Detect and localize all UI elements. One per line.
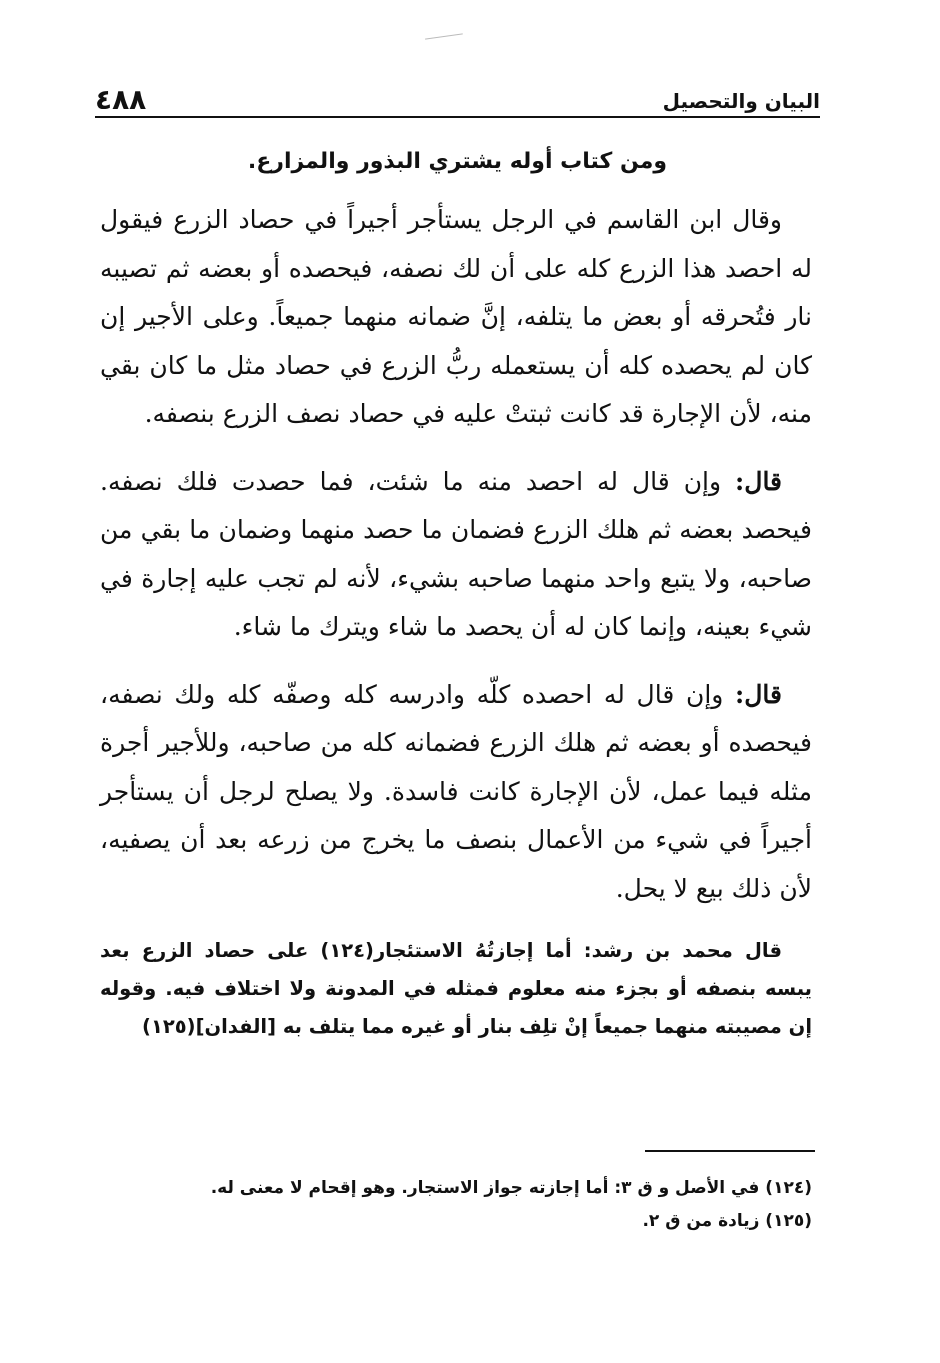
paragraph-lead: قال: — [735, 679, 782, 709]
paragraph-text: وقال ابن القاسم في الرجل يستأجر أجيراً في حصاد الزرع فيقول له احصد هذا الزرع كله على أن لك نصفه، فيحصده أو بعضه ثم تصيبه نار فتُحرقه أو بعض ما يتلفه، إنَّ ضمانه منهما جميعاً. وعلى الأجير إن كان لم يحصده كله أن يستعمله ربُّ الزرع في حصاد مثل ما كان بقي منه، لأن الإجارة قد كانت ثبتتْ عليه في حصاد نصف الزرع بنصفه. — [100, 205, 812, 428]
page-number: ٤٨٨ — [95, 83, 147, 116]
paragraph-lead: قال محمد بن رشد: — [583, 939, 782, 962]
footnote-divider — [645, 1150, 815, 1152]
paragraph-4 — [100, 932, 812, 1046]
footnote-124: (١٢٤) في الأصل و ق ٣: أما إجازته جواز الاستجار. وهو إقحام لا معنى له. — [210, 1178, 812, 1198]
footnote-125: (١٢٥) زيادة من ق ٢. — [642, 1211, 812, 1231]
paragraph-text: وإن قال له احصد منه ما شئت، فما حصدت فلك نصفه. فيحصد بعضه ثم هلك الزرع فضمان ما حصد منهما وضمان ما بقي من صاحبه، ولا يتبع واحد منهما صاحبه بشيء، لأنه لم تجب عليه إجارة في شيء بعينه، وإنما كان له أن يحصد ما شاء ويترك ما شاء. — [100, 466, 812, 641]
footnotes — [100, 1172, 812, 1238]
scan-artifact — [425, 33, 463, 40]
paragraph-text: أما إجازتُهُ الاستئجار(١٢٤) على حصاد الزرع بعد يبسه بنصفه أو بجزء منه معلوم فمثله في المدونة ولا اختلاف فيه. وقوله إن مصيبته منهما جميعاً إنْ تلِف بنار أو غيره مما يتلف به [الفدان](١٢٥) — [100, 939, 812, 1038]
page-header — [95, 80, 820, 118]
paragraph-3 — [100, 671, 812, 914]
main-text — [100, 196, 812, 1065]
paragraph-2 — [100, 458, 812, 652]
running-title: البيان والتحصيل — [662, 89, 820, 113]
paragraph-text: وإن قال له احصده كلّه وادرسه كله وصفّه كله ولك نصفه، فيحصده أو بعضه ثم هلك الزرع فضمانه كله من صاحبه، وللأجير أجرة مثله فيما عمل، لأن الإجارة كانت فاسدة. ولا يصلح لرجل أن يستأجر أجيراً في شيء من الأعمال بنصف ما يخرج من زرعه بعد أن يصفيه، لأن ذلك بيع لا يحل. — [100, 679, 812, 903]
chapter-title: ومن كتاب أوله يشتري البذور والمزارع. — [247, 149, 668, 174]
paragraph-1 — [100, 196, 812, 439]
paragraph-lead: قال: — [735, 466, 783, 496]
